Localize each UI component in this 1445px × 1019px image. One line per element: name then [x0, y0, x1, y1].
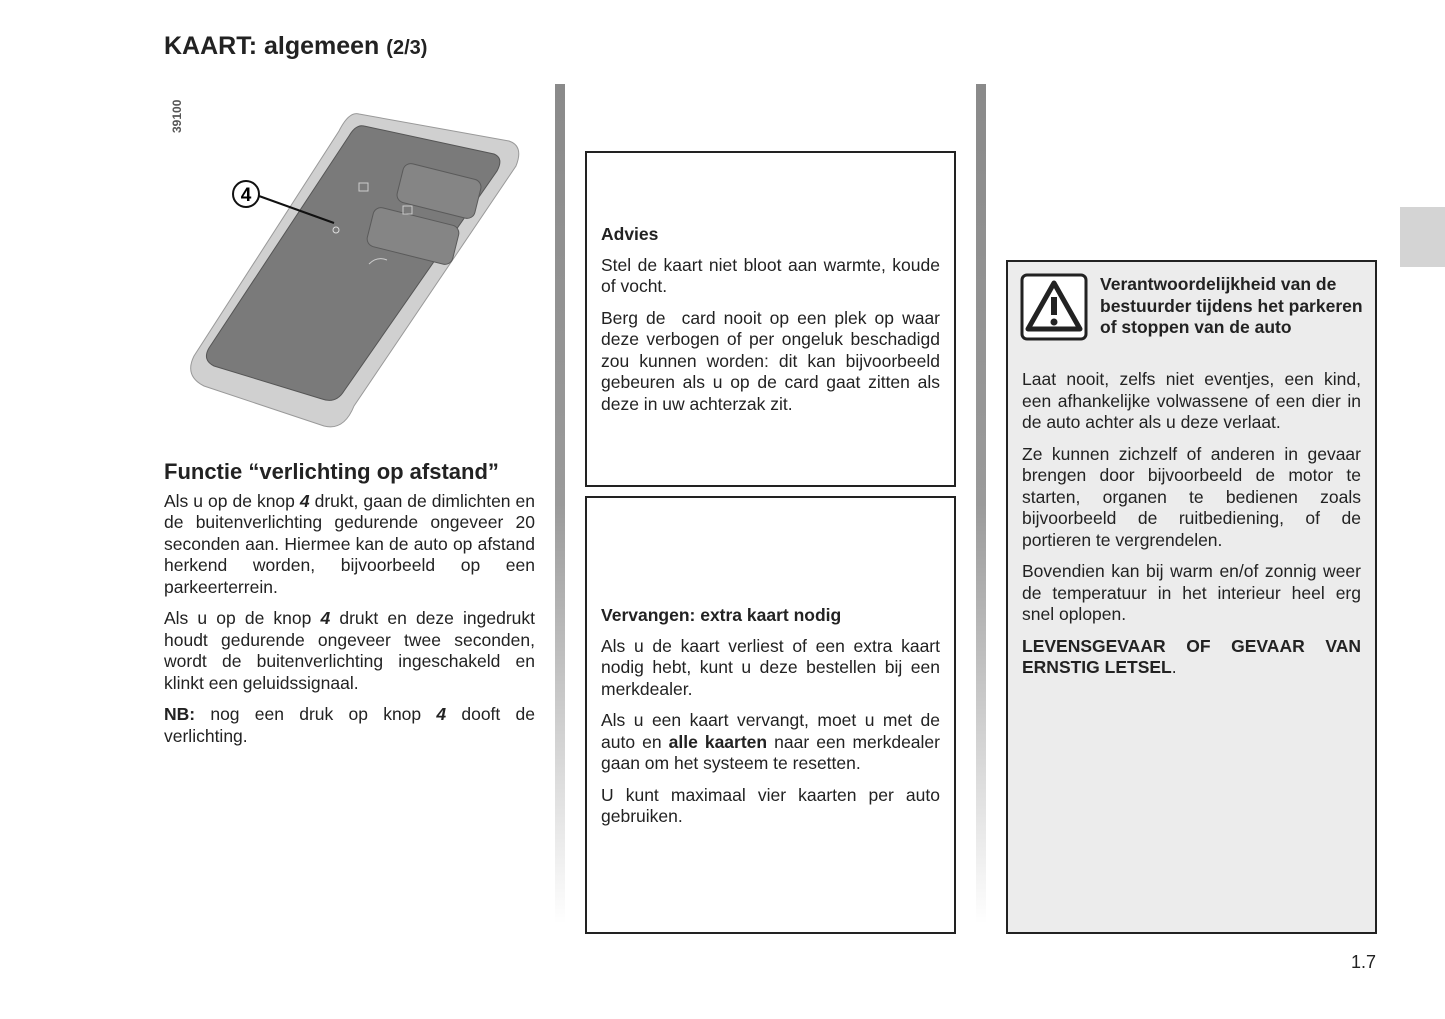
- paragraph: LEVENSGEVAAR OF GEVAAR VAN ERNSTIG LETSEL.: [1022, 635, 1361, 677]
- paragraph: U kunt maximaal vier kaarten per auto gebruiken.: [601, 784, 940, 826]
- page-title: [164, 32, 427, 61]
- paragraph: Berg de card nooit op een plek op waar deze verbogen of per ongeluk beschadigd zou kunnen worden: dit kan bijvoorbeeld gebeuren als u op de card gaat zitten als deze in uw achterzak zit.: [601, 307, 945, 414]
- paragraph: NB: nog een druk op knop 4 dooft de verlichting.: [164, 704, 535, 746]
- advies-box: [585, 151, 956, 487]
- column-divider: [976, 84, 986, 924]
- paragraph: Stel de kaart niet bloot aan warmte, koude of vocht.: [601, 254, 940, 296]
- vervangen-box: [585, 496, 956, 934]
- paragraph: Als u de kaart verliest of een extra kaart nodig hebt, kunt u deze bestellen bij een merkdealer.: [601, 635, 940, 699]
- warning-heading: Verantwoordelijkheid van de bestuurder tijdens het parkeren of stoppen van de auto: [1100, 274, 1363, 337]
- column-divider: [555, 84, 565, 924]
- section-heading: Functie “verlichting op afstand”: [164, 459, 499, 484]
- paragraph: Bovendien kan bij warm en/of zonnig weer de temperatuur in het interieur heel erg snel oplopen.: [1022, 561, 1361, 624]
- box-heading: Vervangen: extra kaart nodig: [601, 605, 842, 625]
- box-heading: Advies: [601, 224, 659, 244]
- section-tab: [1400, 207, 1445, 267]
- paragraph: Als u een kaart vervangt, moet u met de auto en alle kaarten naar een merkdealer gaan om het systeem te resetten.: [601, 710, 940, 773]
- paragraph: Als u op de knop 4 drukt en deze ingedrukt houdt gedurende ongeveer twee seconden, wordt de buitenverlichting ingeschakeld en klinkt een geluidssignaal.: [164, 608, 535, 693]
- figure-number: 39100: [170, 99, 184, 133]
- warning-triangle-icon: [1020, 273, 1088, 341]
- title-main: KAART: algemeen: [164, 32, 380, 60]
- paragraph: Als u op de knop 4 drukt, gaan de dimlichten en de buitenverlichting gedurende ongeveer 20 seconden aan. Hiermee kan de auto op afstand herkend worden, bijvoorbeeld op een parkeerterrein.: [164, 490, 535, 597]
- left-column: [164, 461, 535, 757]
- card-key-illustration: [164, 86, 536, 446]
- paragraph: Ze kunnen zichzelf of anderen in gevaar brengen door bijvoorbeeld de motor te starten, organen te bedienen zoals bijvoorbeeld de ruitbediening, of de portieren te vergrendelen.: [1022, 443, 1361, 550]
- title-part: (2/3): [386, 37, 428, 59]
- paragraph: Laat nooit, zelfs niet eventjes, een kind, een afhankelijke volwassene of een dier in de auto achter als u deze verlaat.: [1022, 369, 1361, 432]
- callout-label: 4: [240, 185, 252, 206]
- warning-box: [1006, 260, 1377, 934]
- page-number: 1.7: [1351, 952, 1377, 972]
